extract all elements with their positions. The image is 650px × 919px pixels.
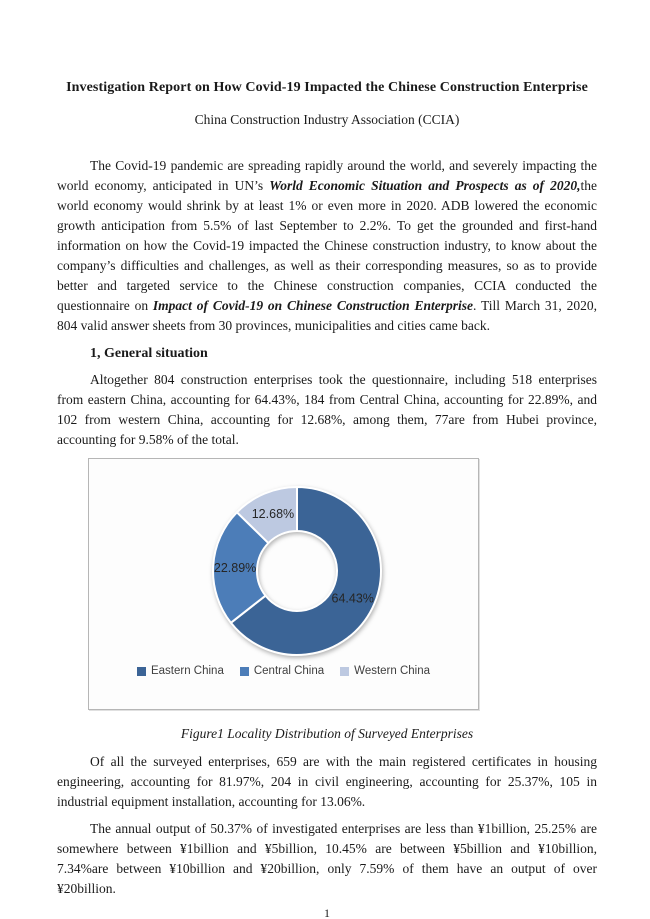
figure-caption: Figure1 Locality Distribution of Surveyed Enterprises <box>180 726 474 741</box>
section-heading-general-situation: 1, General situation <box>90 346 208 361</box>
legend-label: Central China <box>253 665 325 677</box>
paragraph-general <box>57 370 597 450</box>
legend-item-central-china <box>240 665 324 677</box>
text-segment: the world economy would shrink by at least 1% or even more in 2020. ADB lowered the economic growth anticipation from 5.5% of last September to 2.2%. To get the grounded and first-hand information on how the Covid-19 impacted the Chinese construction industry, to know about the company’s difficulties and challenges, as well as their corresponding measures, so as to provide better and targeted service to the Chinese construction companies, CCIA conducted the questionnaire on <box>57 178 598 313</box>
slice-data-label: 12.68% <box>251 507 295 522</box>
chart-legend <box>89 665 478 677</box>
report-subtitle: China Construction Industry Association (CCIA) <box>194 112 460 127</box>
text-segment: Impact of Covid-19 on Chinese Construction Enterprise <box>152 298 474 313</box>
chart-area <box>88 458 479 710</box>
legend-item-eastern-china <box>137 665 224 677</box>
legend-label: Western China <box>354 665 431 677</box>
text-segment: The annual output of 50.37% of investigated enterprises are less than ¥1billion, 25.25% are somewhere between ¥1billion and ¥5billion, 10.45% are between ¥5billion and ¥10billion, 7.34%are between ¥10billion and ¥20billion, only 7.59% of them have an output of over ¥20billion. <box>57 821 597 896</box>
legend-color-swatch <box>340 667 349 676</box>
report-title: Investigation Report on How Covid-19 Impacted the Chinese Construction Enterprise <box>66 80 588 95</box>
text-segment: . Till March 31, 2020, 804 valid answer sheets from 30 provinces, municipalities and cities came back. <box>57 298 598 333</box>
page-number: 1 <box>324 906 330 919</box>
figure-locality-chart <box>57 458 597 742</box>
paragraph-output <box>57 819 597 899</box>
legend-item-western-china <box>340 665 430 677</box>
text-segment: The Covid-19 pandemic are spreading rapidly around the world, and severely impacting the world economy, anticipated in UN’s <box>57 158 597 193</box>
paragraph-certificates <box>57 752 597 812</box>
text-segment: Of all the surveyed enterprises, 659 are with the main registered certificates in housing engineering, accounting for 81.97%, 204 in civil engineering, accounting for 25.37%, 105 in industrial equipment installation, accounting for 13.06%. <box>57 754 597 809</box>
slice-data-label: 22.89% <box>213 560 257 575</box>
paragraph-intro <box>57 156 597 336</box>
legend-color-swatch <box>240 667 249 676</box>
text-segment: World Economic Situation and Prospects as of 2020, <box>269 178 581 193</box>
slice-data-label: 64.43% <box>331 591 374 606</box>
legend-color-swatch <box>137 667 146 676</box>
legend-label: Eastern China <box>150 665 224 677</box>
text-segment: Altogether 804 construction enterprises took the questionnaire, including 518 enterprises from eastern China, accounting for 64.43%, 184 from Central China, accounting for 22.89%, and 102 from western China, accounting for 12.68%, among them, 77are from Hubei province, accounting for 9.58% of the total. <box>57 372 597 447</box>
